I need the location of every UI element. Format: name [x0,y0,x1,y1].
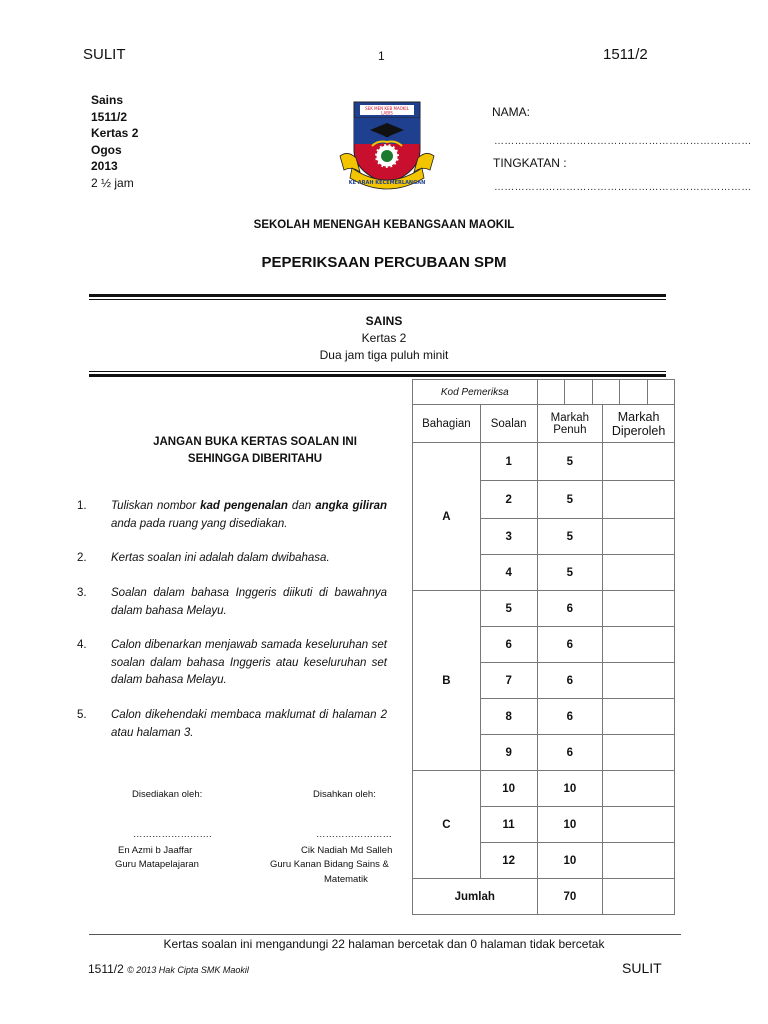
footer-classification: SULIT [622,960,662,976]
instruction-number: 2. [77,552,87,564]
marks-obtained-cell[interactable] [603,735,675,771]
question-number: 2 [480,481,537,519]
instruction-item [77,707,387,742]
full-marks: 6 [537,735,603,771]
exam-title: PEPERIKSAAN PERCUBAAN SPM [261,254,507,271]
kod-pemeriksa-row [413,380,675,405]
instruction-number: 5. [77,709,87,721]
divider-thin [89,371,666,372]
paper-code: 1511/2 [603,46,648,63]
full-marks: 10 [537,843,603,879]
subject-duration: Dua jam tiga puluh minit [319,348,449,362]
marks-obtained-cell[interactable] [603,807,675,843]
full-marks: 5 [537,519,603,555]
meta-duration: 2 ½ jam [91,175,134,190]
school-crest-logo [338,100,436,192]
instruction-text: Kertas soalan ini adalah dalam dwibahasa. [111,552,330,564]
svg-text:KE ARAH KECEMERLANGAN: KE ARAH KECEMERLANGAN [348,180,426,186]
question-number: 4 [480,555,537,591]
question-number: 1 [480,443,537,481]
full-marks: 6 [537,663,603,699]
footer-copyright: © 2013 Hak Cipta SMK Maokil [127,965,249,975]
col-markah-diperoleh: Markah Diperoleh [603,405,675,443]
full-marks: 10 [537,771,603,807]
header-classification: SULIT [83,46,126,63]
marks-obtained-cell[interactable] [603,843,675,879]
divider-thin [89,299,666,300]
footer-code [88,962,249,976]
instructions-heading-line: SEHINGGA DIBERITAHU [187,453,323,465]
school-name: SEKOLAH MENENGAH KEBANGSAAN MAOKIL [253,219,515,231]
question-number: 3 [480,519,537,555]
section-label: B [413,591,481,771]
marks-obtained-cell[interactable] [603,771,675,807]
instruction-item [77,498,387,533]
paper-meta [91,92,138,191]
table-header-row [413,405,675,443]
instructions-heading-line: JANGAN BUKA KERTAS SOALAN INI [153,436,357,448]
approved-title: Guru Kanan Bidang Sains & [270,859,389,870]
question-number: 10 [480,771,537,807]
kod-pemeriksa-boxes[interactable] [537,380,674,405]
total-obtained-cell[interactable] [603,879,675,915]
question-number: 8 [480,699,537,735]
total-row [413,879,675,915]
col-soalan: Soalan [480,405,537,443]
approved-signature-line: …………………… [316,829,392,840]
subject-title: SAINS [365,314,403,328]
question-number: 7 [480,663,537,699]
question-number: 12 [480,843,537,879]
subject-paper: Kertas 2 [361,331,407,345]
table-row [413,443,675,481]
instructions-heading [110,434,400,468]
page-count-note: Kertas soalan ini mengandungi 22 halaman bercetak dan 0 halaman tidak bercetak [163,937,605,951]
instruction-text: Soalan dalam bahasa Inggeris diikuti di bawahnya dalam bahasa Melayu. [111,587,387,617]
page-number: 1 [378,49,385,63]
meta-paper: Kertas 2 [91,126,139,140]
instruction-number: 4. [77,639,87,651]
instruction-text: Calon dibenarkan menjawab samada keseluruhan set soalan dalam bahasa Inggeris atau keseluruhan set dalam bahasa Melayu. [111,639,387,686]
full-marks: 5 [537,481,603,519]
prepared-name: En Azmi b Jaaffar [118,845,193,856]
kod-pemeriksa-label: Kod Pemeriksa [413,380,538,405]
full-marks: 5 [537,555,603,591]
marks-obtained-cell[interactable] [603,481,675,519]
instruction-item [77,637,387,690]
prepared-title: Guru Matapelajaran [115,859,199,870]
nama-field[interactable]: ………………………………………………………………… [494,136,752,147]
col-bahagian: Bahagian [413,405,481,443]
marks-obtained-cell[interactable] [603,519,675,555]
total-full-marks: 70 [537,879,603,915]
divider-thick [89,294,666,297]
svg-text:LABIS: LABIS [381,110,393,116]
section-label: C [413,771,481,879]
prepared-label: Disediakan oleh: [132,789,203,800]
table-row [413,591,675,627]
marks-obtained-cell[interactable] [603,443,675,481]
total-label: Jumlah [413,879,538,915]
marks-table [412,379,675,915]
svg-text:SEK MEN KEB MAOKIL: SEK MEN KEB MAOKIL [365,106,409,111]
meta-subject: Sains [91,93,124,107]
meta-month: Ogos [91,142,122,157]
full-marks: 10 [537,807,603,843]
footer-paper-code: 1511/2 [88,962,124,976]
instruction-item [77,550,387,568]
meta-code: 1511/2 [91,109,128,124]
instruction-item [77,585,387,620]
question-number: 5 [480,591,537,627]
question-number: 11 [480,807,537,843]
full-marks: 6 [537,627,603,663]
marks-obtained-cell[interactable] [603,699,675,735]
footer-divider [89,934,681,935]
nama-label: NAMA: [492,105,531,119]
divider-thick [89,374,666,377]
full-marks: 6 [537,591,603,627]
col-markah-penuh: Markah Penuh [537,405,603,443]
question-number: 9 [480,735,537,771]
meta-year: 2013 [91,159,118,173]
marks-obtained-cell[interactable] [603,627,675,663]
tingkatan-label: TINGKATAN : [493,156,567,170]
section-label: A [413,443,481,591]
prepared-signature-line: ……………………. [133,829,212,840]
full-marks: 6 [537,699,603,735]
instruction-text: Calon dikehendaki membaca maklumat di halaman 2 atau halaman 3. [111,709,387,739]
table-row [413,771,675,807]
marks-obtained-cell[interactable] [603,591,675,627]
question-number: 6 [480,627,537,663]
instruction-number: 1. [77,500,87,512]
approved-label: Disahkan oleh: [313,789,376,800]
full-marks: 5 [537,443,603,481]
approved-title-cont: Matematik [324,874,368,885]
approved-name: Cik Nadiah Md Salleh [301,845,393,856]
instruction-text: Tuliskan nombor kad pengenalan dan angka giliran anda pada ruang yang disediakan. [111,500,387,530]
marks-obtained-cell[interactable] [603,663,675,699]
instruction-number: 3. [77,587,87,599]
marks-obtained-cell[interactable] [603,555,675,591]
tingkatan-field[interactable]: ………………………………………………………………… [494,182,752,193]
